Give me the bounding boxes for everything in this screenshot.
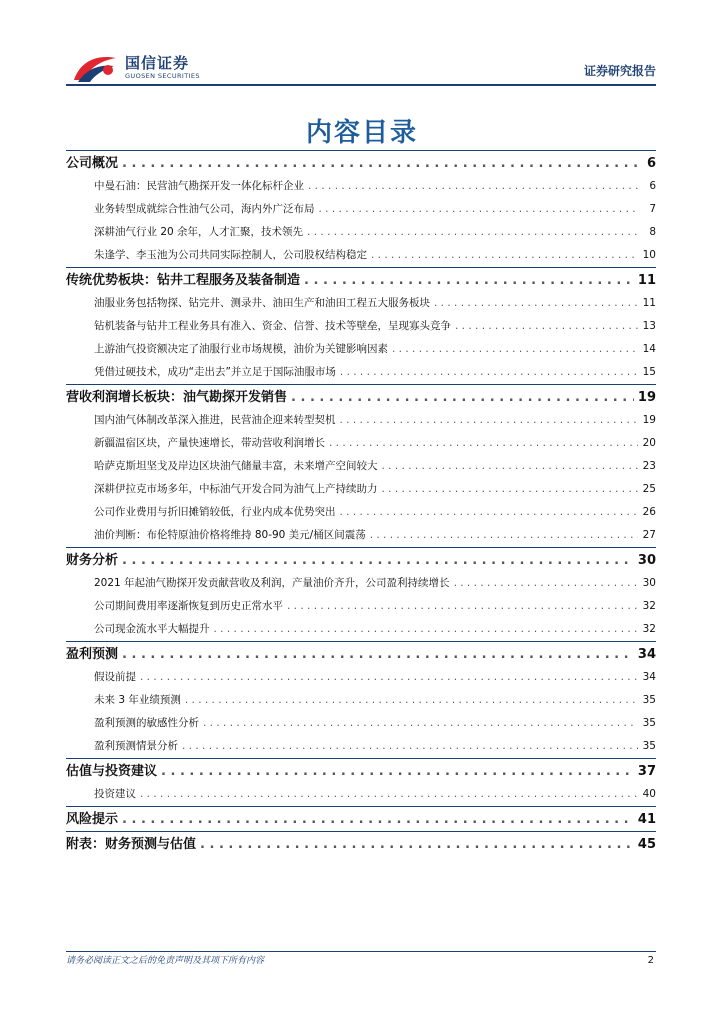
toc-leader-dots [340, 409, 639, 432]
toc-leader-dots [340, 501, 639, 524]
toc-leader-dots [122, 151, 638, 175]
toc-entry-page: 23 [642, 460, 656, 472]
toc-leader-dots [140, 783, 638, 806]
toc-leader-dots [454, 572, 638, 595]
toc-entry-page: 35 [642, 694, 656, 706]
toc-entry-page: 25 [642, 483, 656, 495]
toc-subsection-entry[interactable] [66, 361, 656, 384]
toc-entry-title: 2021 年起油气勘探开发贡献营收及利润，产量油价齐升，公司盈利持续增长 [94, 577, 450, 589]
toc-leader-dots [308, 175, 638, 198]
toc-entry-page: 19 [637, 390, 656, 405]
toc-entry-title: 投资建议 [94, 788, 136, 800]
toc-entry-title: 上游油气投资额决定了油服行业市场规模，油价为关键影响因素 [94, 343, 388, 355]
toc-entry-title: 传统优势板块：钻井工程服务及装备制造 [66, 273, 301, 288]
toc-entry-page: 30 [642, 577, 656, 589]
toc-subsection-entry[interactable] [66, 712, 656, 735]
toc-entry-page: 37 [637, 764, 656, 779]
toc-entry-page: 11 [642, 297, 656, 309]
toc-entry-title: 深耕伊拉克市场多年，中标油气开发合同为油气上产持续助力 [94, 483, 378, 495]
toc-entry-title: 朱逢学、李玉池为公司共同实际控制人，公司股权结构稳定 [94, 249, 367, 261]
toc-leader-dots [203, 712, 638, 735]
toc-subsection-entry[interactable] [66, 175, 656, 198]
toc-entry-page: 30 [637, 553, 656, 568]
toc-subsection-entry[interactable] [66, 783, 656, 806]
toc-entry-title: 油价判断：布伦特原油价格将维持 80-90 美元/桶区间震荡 [94, 529, 366, 541]
footer-divider [66, 951, 656, 952]
page-header [0, 0, 724, 90]
toc-entry-page: 32 [642, 600, 656, 612]
toc-leader-dots [392, 338, 638, 361]
toc-section-entry[interactable] [66, 150, 656, 175]
toc-leader-dots [140, 666, 638, 689]
toc-entry-title: 油服业务包括物探、钻完井、测录井、油田生产和油田工程五大服务板块 [94, 297, 430, 309]
toc-leader-dots [287, 595, 638, 618]
company-logo [70, 50, 200, 86]
toc-subsection-entry[interactable] [66, 618, 656, 641]
toc-subsection-entry[interactable] [66, 595, 656, 618]
toc-leader-dots [161, 759, 634, 783]
toc-entry-page: 6 [649, 180, 656, 192]
toc-leader-dots [340, 361, 638, 384]
toc-entry-title: 公司现金流水平大幅提升 [94, 623, 210, 635]
toc-entry-page: 6 [646, 156, 656, 171]
toc-section-entry[interactable] [66, 806, 656, 831]
toc-subsection-entry[interactable] [66, 432, 656, 455]
toc-entry-page: 20 [642, 437, 656, 449]
toc-entry-title: 哈萨克斯坦坚戈及岸边区块油气储量丰富，未来增产空间较大 [94, 460, 378, 472]
toc-leader-dots [200, 832, 634, 856]
toc-subsection-entry[interactable] [66, 315, 656, 338]
toc-section-entry[interactable] [66, 831, 656, 856]
toc-entry-title: 钻机装备与钻井工程业务具有准入、资金、信誉、技术等壁垒，呈现寡头竞争 [94, 320, 451, 332]
toc-entry-title: 盈利预测的敏感性分析 [94, 717, 199, 729]
toc-subsection-entry[interactable] [66, 501, 656, 524]
toc-entry-title: 中曼石油：民营油气勘探开发一体化标杆企业 [94, 180, 304, 192]
toc-subsection-entry[interactable] [66, 666, 656, 689]
toc-subsection-entry[interactable] [66, 572, 656, 595]
toc-entry-page: 11 [637, 273, 656, 288]
toc-entry-title: 风险提示 [66, 812, 119, 827]
toc-entry-title: 营收利润增长板块：油气勘探开发销售 [66, 390, 288, 405]
toc-entry-page: 45 [637, 837, 656, 852]
toc-subsection-entry[interactable] [66, 198, 656, 221]
toc-entry-title: 未来 3 年业绩预测 [94, 694, 181, 706]
toc-entry-page: 15 [642, 366, 656, 378]
toc-leader-dots [122, 807, 634, 831]
toc-subsection-entry[interactable] [66, 338, 656, 361]
toc-entry-page: 13 [642, 320, 656, 332]
toc-entry-title: 财务分析 [66, 553, 119, 568]
toc-leader-dots [122, 642, 634, 666]
toc-leader-dots [214, 618, 639, 641]
toc-subsection-entry[interactable] [66, 244, 656, 267]
toc-entry-page: 10 [642, 249, 656, 261]
table-of-contents [66, 150, 656, 856]
toc-leader-dots [382, 478, 639, 501]
toc-entry-title: 公司概况 [66, 156, 119, 171]
toc-leader-dots [304, 268, 634, 292]
toc-subsection-entry[interactable] [66, 221, 656, 244]
toc-entry-page: 41 [637, 812, 656, 827]
toc-leader-dots [307, 221, 638, 244]
report-type-label: 证券研究报告 [583, 64, 656, 78]
toc-entry-page: 8 [649, 226, 656, 238]
page-number: 2 [647, 955, 654, 966]
toc-entry-title: 盈利预测情景分析 [94, 740, 178, 752]
toc-subsection-entry[interactable] [66, 524, 656, 547]
toc-entry-page: 35 [642, 717, 656, 729]
toc-leader-dots [329, 432, 638, 455]
toc-entry-title: 公司期间费用率逐渐恢复到历史正常水平 [94, 600, 283, 612]
toc-entry-title: 新疆温宿区块，产量快速增长，带动营收利润增长 [94, 437, 325, 449]
toc-entry-page: 32 [642, 623, 656, 635]
toc-entry-title: 假设前提 [94, 671, 136, 683]
toc-leader-dots [434, 292, 638, 315]
toc-entry-page: 7 [649, 203, 656, 215]
toc-entry-title: 附表：财务预测与估值 [66, 837, 197, 852]
toc-leader-dots [185, 689, 638, 712]
logo-english-name: GUOSEN SECURITIES [125, 72, 200, 80]
toc-entry-page: 19 [642, 414, 656, 426]
toc-leader-dots [371, 244, 638, 267]
toc-entry-title: 公司作业费用与折旧摊销较低，行业内成本优势突出 [94, 506, 336, 518]
toc-subsection-entry[interactable] [66, 478, 656, 501]
toc-section-entry[interactable] [66, 267, 656, 292]
toc-leader-dots [122, 548, 634, 572]
footer-disclaimer: 请务必阅读正文之后的免责声明及其项下所有内容 [66, 956, 265, 966]
toc-entry-title: 深耕油气行业 20 余年，人才汇聚，技术领先 [94, 226, 304, 238]
toc-leader-dots [291, 385, 634, 409]
toc-entry-title: 国内油气体制改革深入推进，民营油企迎来转型契机 [94, 414, 336, 426]
toc-leader-dots [370, 524, 638, 547]
toc-entry-page: 14 [642, 343, 656, 355]
toc-subsection-entry[interactable] [66, 689, 656, 712]
toc-entry-title: 业务转型成就综合性油气公司，海内外广泛布局 [94, 203, 315, 215]
toc-entry-page: 26 [642, 506, 656, 518]
guosen-logo-icon [70, 50, 120, 84]
toc-entry-page: 40 [642, 788, 656, 800]
toc-leader-dots [182, 735, 638, 758]
toc-entry-page: 34 [637, 647, 656, 662]
toc-subsection-entry[interactable] [66, 409, 656, 432]
toc-leader-dots [455, 315, 638, 338]
toc-entry-page: 27 [642, 529, 656, 541]
toc-leader-dots [319, 198, 639, 221]
toc-section-entry[interactable] [66, 547, 656, 572]
page-title: 内容目录 [305, 118, 418, 148]
header-divider [66, 84, 656, 86]
toc-leader-dots [382, 455, 639, 478]
toc-section-entry[interactable] [66, 641, 656, 666]
toc-entry-title: 估值与投资建议 [66, 764, 158, 779]
toc-entry-page: 34 [642, 671, 656, 683]
toc-section-entry[interactable] [66, 384, 656, 409]
toc-entry-page: 35 [642, 740, 656, 752]
toc-subsection-entry[interactable] [66, 455, 656, 478]
toc-entry-title: 凭借过硬技术，成功“走出去”并立足于国际油服市场 [94, 366, 336, 378]
logo-chinese-name: 国信证券 [125, 54, 190, 72]
toc-entry-title: 盈利预测 [66, 647, 119, 662]
toc-section-entry[interactable] [66, 758, 656, 783]
toc-subsection-entry[interactable] [66, 292, 656, 315]
toc-subsection-entry[interactable] [66, 735, 656, 758]
